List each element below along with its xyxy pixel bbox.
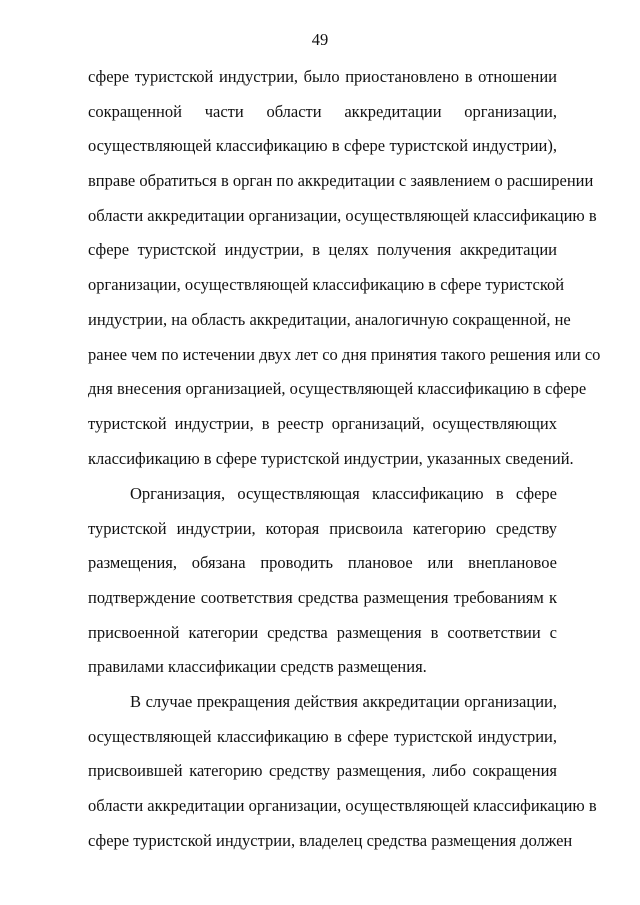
text-line: классификацию в сфере туристской индустрии, указанных сведений. — [88, 448, 574, 468]
text-line: туристской индустрии, в реестр организаций, осуществляющих — [88, 413, 557, 433]
text-line: присвоившей категорию средству размещения, либо сокращения — [88, 761, 557, 781]
text-line: организации, осуществляющей классификацию в сфере туристской — [88, 275, 565, 295]
text-line: В случае прекращения действия аккредитации организации, — [130, 692, 557, 711]
text-line: туристской индустрии, которая присвоила категорию средству — [88, 518, 557, 538]
text-line: размещения, обязана проводить плановое или внеплановое — [88, 553, 557, 573]
text-line: правилами классификации средств размещения. — [88, 657, 427, 677]
paragraph-1 — [88, 67, 601, 483]
text-line: сфере туристской индустрии, в целях получения аккредитации — [88, 240, 557, 260]
text-line: ранее чем по истечении двух лет со дня принятия такого решения или со — [88, 344, 601, 364]
text-line: вправе обратиться в орган по аккредитации с заявлением о расширении — [88, 171, 594, 191]
text-line: Организация, осуществляющая классификацию в сфере — [130, 484, 557, 503]
page-number: 49 — [311, 30, 329, 49]
text-line: сфере туристской индустрии, владелец средства размещения должен — [88, 830, 573, 850]
text-line: сфере туристской индустрии, было приостановлено в отношении — [88, 67, 557, 86]
text-line: осуществляющей классификацию в сфере туристской индустрии, — [88, 726, 557, 746]
text-line: области аккредитации организации, осуществляющей классификацию в — [88, 205, 597, 225]
text-line: присвоенной категории средства размещения в соответствии с — [88, 622, 557, 642]
text-line: осуществляющей классификацию в сфере туристской индустрии), — [88, 136, 557, 156]
text-line: сокращенной части области аккредитации организации, — [88, 101, 557, 121]
paragraph-2 — [88, 484, 557, 692]
paragraph-3 — [88, 692, 597, 865]
text-line: области аккредитации организации, осуществляющей классификацию в — [88, 796, 597, 816]
text-line: подтверждение соответствия средства размещения требованиям к — [88, 588, 557, 608]
text-line: дня внесения организацией, осуществляющей классификацию в сфере — [88, 379, 587, 399]
text-line: индустрии, на область аккредитации, аналогичную сокращенной, не — [88, 309, 571, 329]
